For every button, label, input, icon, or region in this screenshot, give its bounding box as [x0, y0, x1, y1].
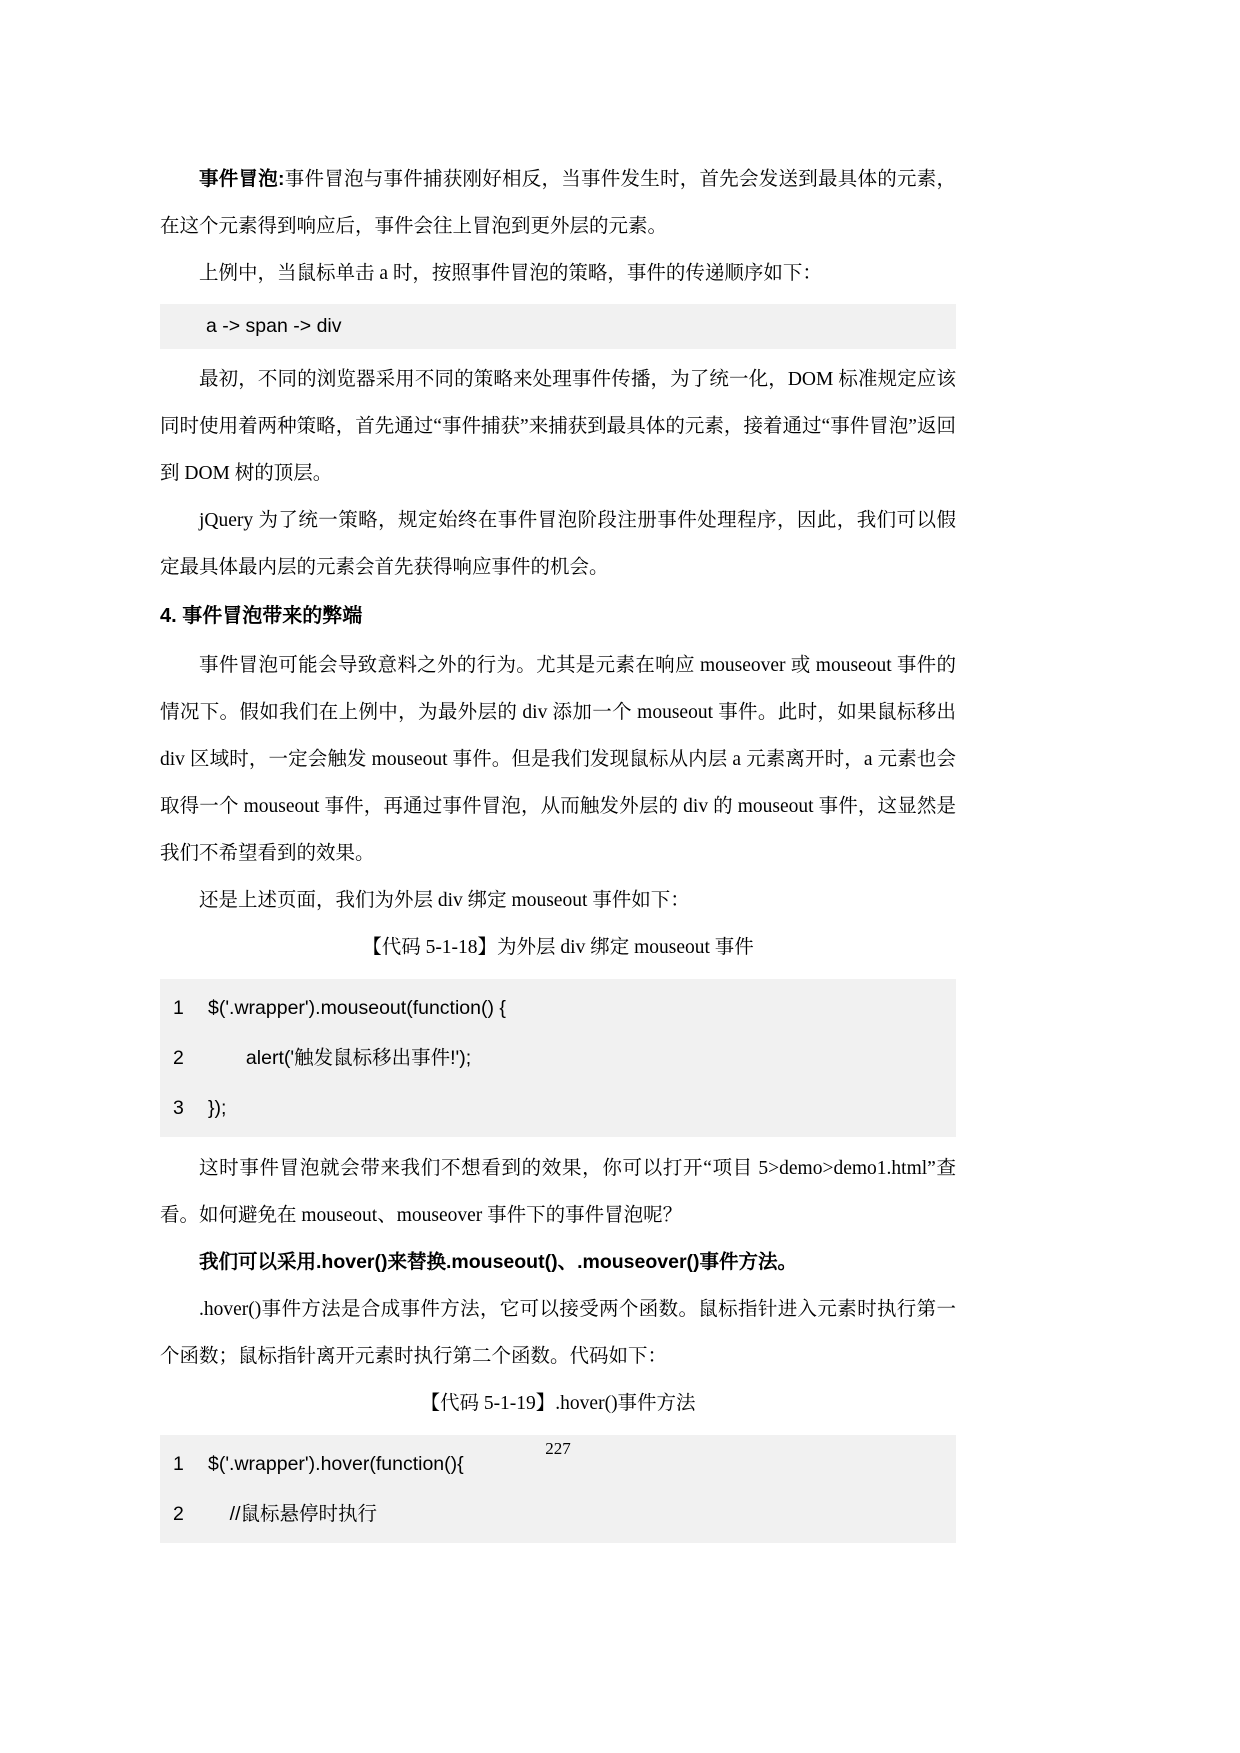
term-event-bubbling: 事件冒泡:: [199, 168, 285, 190]
page-number: 227: [545, 1439, 571, 1458]
paragraph-jquery-strategy: jQuery 为了统一策略，规定始终在事件冒泡阶段注册事件处理程序，因此，我们可以假定最具体最内层的元素会首先获得响应事件的机会。: [160, 510, 956, 578]
paragraph-dom-standard: 最初，不同的浏览器采用不同的策略来处理事件传播，为了统一化，DOM 标准规定应该同时使用着两种策略，首先通过“事件捕获”来捕获到最具体的元素，接着通过“事件冒泡”返回到 DOM 树的顶层。: [160, 369, 956, 484]
line-number: 3: [173, 1097, 184, 1119]
paragraph-bind-mouseout-intro: 还是上述页面，我们为外层 div 绑定 mouseout 事件如下：: [199, 890, 690, 911]
line-number: 2: [173, 1047, 184, 1069]
page-content: [160, 156, 956, 1551]
code-text: $('.wrapper').mouseout(function() {: [208, 997, 506, 1019]
code-line: [160, 983, 956, 1033]
code-block-bubbling-order: a -> span -> div: [160, 304, 956, 349]
line-number: 1: [173, 1453, 184, 1475]
paragraph-hover-explanation: .hover()事件方法是合成事件方法，它可以接受两个函数。鼠标指针进入元素时执行第一个函数；鼠标指针离开元素时执行第二个函数。代码如下：: [160, 1299, 956, 1367]
paragraph-event-bubbling-definition: [160, 156, 956, 250]
code-line: [160, 1083, 956, 1133]
code-caption-5-1-19: 【代码 5-1-19】.hover()事件方法: [420, 1393, 696, 1414]
line-number: 1: [173, 997, 184, 1019]
paragraph-text: 事件冒泡与事件捕获刚好相反，当事件发生时，首先会发送到最具体的元素，在这个元素得到响应后，事件会往上冒泡到更外层的元素。: [160, 169, 956, 237]
code-text: });: [208, 1097, 227, 1119]
code-line: [160, 1489, 956, 1539]
line-number: 2: [173, 1503, 184, 1525]
code-text: $('.wrapper').hover(function(){: [208, 1453, 464, 1475]
paragraph-click-order-intro: 上例中，当鼠标单击 a 时，按照事件冒泡的策略，事件的传递顺序如下：: [199, 263, 822, 284]
paragraph-mouseout-problem: 事件冒泡可能会导致意料之外的行为。尤其是元素在响应 mouseover 或 mouseout 事件的情况下。假如我们在上例中，为最外层的 div 添加一个 mouseout 事件。此时，如果鼠标移出 div 区域时，一定会触发 mouseout 事件。但是我们发现鼠标从内层 a 元素离开时，a 元素也会取得一个 mouseout 事件，再通过事件冒泡，从而触发外层的 div 的 mouseout 事件，这显然是我们不希望看到的效果。: [160, 655, 956, 864]
code-text: alert('触发鼠标移出事件!');: [208, 1047, 472, 1069]
code-text: //鼠标悬停时执行: [208, 1503, 378, 1525]
code-block-5-1-18: [160, 979, 956, 1137]
code-caption-5-1-18: 【代码 5-1-18】为外层 div 绑定 mouseout 事件: [362, 937, 754, 958]
code-line: [160, 1033, 956, 1083]
paragraph-hover-recommendation: 我们可以采用.hover()来替换.mouseout()、.mouseover()事件方法。: [199, 1251, 798, 1273]
paragraph-demo-reference: 这时事件冒泡就会带来我们不想看到的效果，你可以打开“项目 5>demo>demo1.html”查看。如何避免在 mouseout、mouseover 事件下的事件冒泡呢？: [160, 1158, 956, 1226]
section-heading-bubbling-drawbacks: 4. 事件冒泡带来的弊端: [160, 605, 363, 627]
